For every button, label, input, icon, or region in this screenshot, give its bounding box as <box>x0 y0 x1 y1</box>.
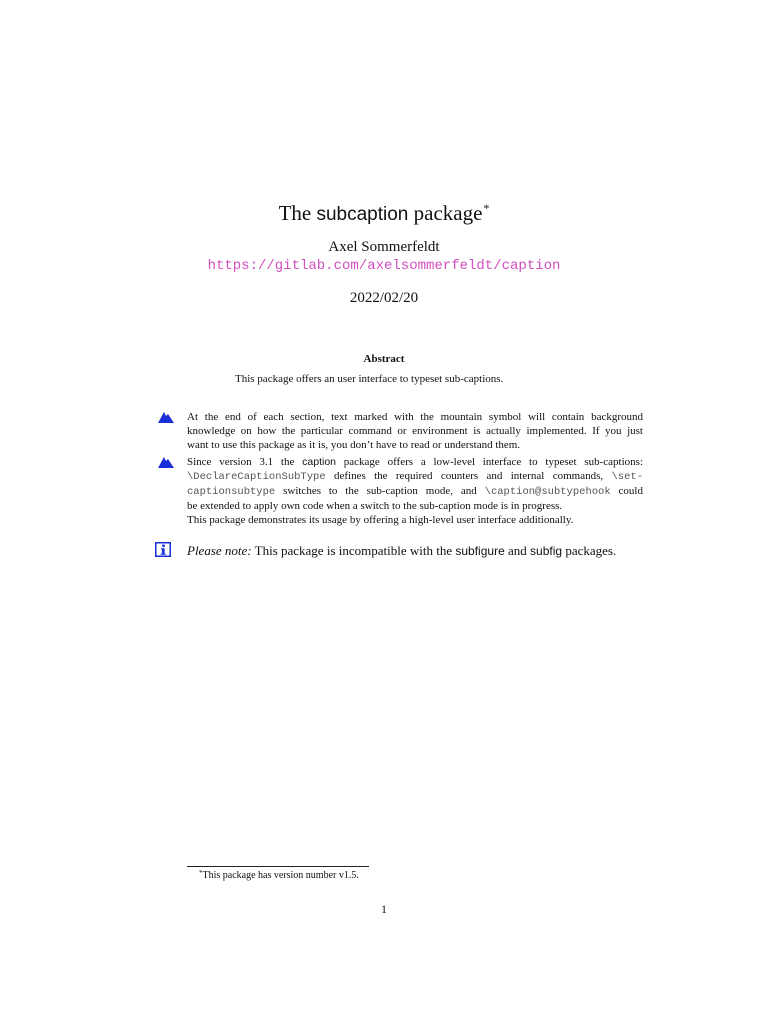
compatibility-note: Please note: This package is incompatible with the subfigure and subfig packages. <box>187 543 617 558</box>
paragraph-line: \DeclareCaptionSubType defines the required counters and internal commands, \set- <box>187 470 643 483</box>
paragraph-line: This package demonstrates its usage by offering a high-level user interface additionally. <box>187 514 574 526</box>
page-number: 1 <box>381 902 387 916</box>
abstract-text: This package offers an user interface to typeset sub-captions. <box>235 373 504 385</box>
footnote <box>199 867 499 882</box>
note-label: Please note: <box>187 543 252 558</box>
subfig-package-name: subfig <box>530 544 563 558</box>
mountain-icon <box>158 410 174 423</box>
mountain-icon <box>158 455 174 468</box>
mountain-paragraph-1 <box>187 410 643 452</box>
code-setcaptionsubtype-part1: \set- <box>611 471 643 483</box>
paragraph-line: want to use this package as it is, you don’t have to read or understand them. <box>187 439 521 451</box>
document-title <box>0 195 768 228</box>
caption-package-name: caption <box>302 456 336 468</box>
title-footnote-mark[interactable]: * <box>483 201 490 215</box>
abstract-heading: Abstract <box>363 353 405 365</box>
title-package-name: subcaption <box>316 204 409 225</box>
title-suffix: package <box>408 201 483 225</box>
title-prefix: The <box>278 201 317 225</box>
repository-link[interactable]: https://gitlab.com/axelsommerfeldt/caption <box>207 258 561 274</box>
info-icon <box>155 542 171 557</box>
footnote-mark: * <box>199 869 203 877</box>
footnote-text: This package has version number v1.5. <box>202 870 359 881</box>
paragraph-line: knowledge on how the particular command or environment is actually implemented. If you just <box>187 425 643 437</box>
paragraph-line: Since version 3.1 the caption package offers a low-level interface to typeset sub-captions: <box>187 456 643 468</box>
paragraph-line: be extended to apply own code when a switch to the sub-caption mode is in progress. <box>187 500 563 512</box>
code-setcaptionsubtype-part2: captionsubtype <box>187 486 276 498</box>
code-caption-subtypehook: \caption@subtypehook <box>484 486 611 498</box>
subfigure-package-name: subfigure <box>455 544 505 558</box>
paragraph-line: At the end of each section, text marked with the mountain symbol will contain background <box>187 411 643 423</box>
document-date: 2022/02/20 <box>349 290 419 306</box>
mountain-paragraph-2 <box>187 455 643 527</box>
paragraph-line: captionsubtype switches to the sub-caption mode, and \caption@subtypehook could <box>187 485 643 498</box>
author-name: Axel Sommerfeldt <box>328 239 440 255</box>
code-declarecaptionsubtype: \DeclareCaptionSubType <box>187 471 326 483</box>
